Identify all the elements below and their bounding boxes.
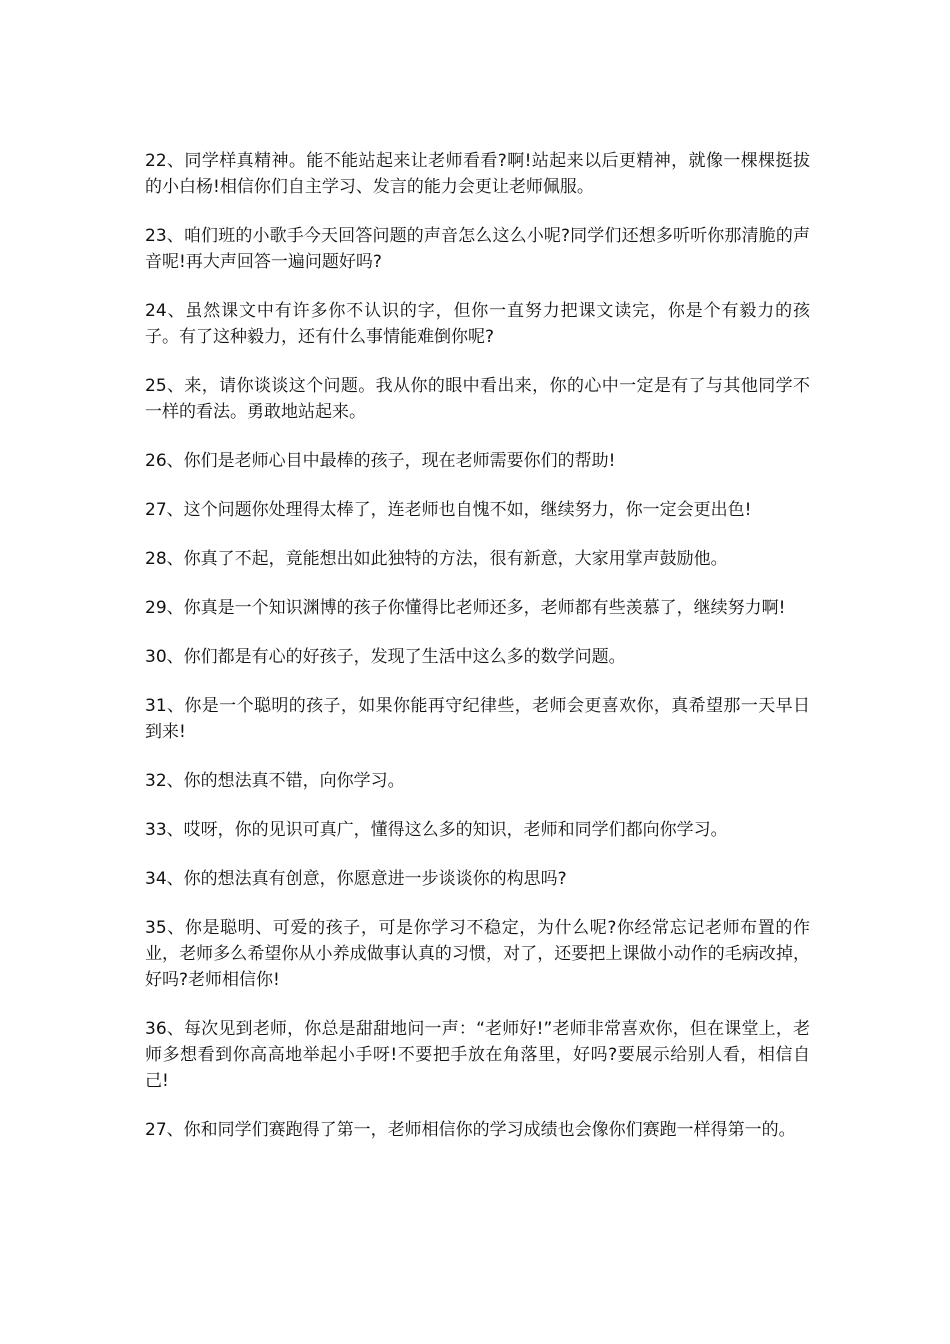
paragraph-24: 24、虽然课文中有许多你不认识的字，但你一直努力把课文读完，你是个有毅力的孩子。有了这种毅力，还有什么事情能难倒你呢? — [145, 301, 810, 347]
document-body — [145, 148, 810, 1166]
paragraph-35: 35、你是聪明、可爱的孩子，可是你学习不稳定，为什么呢?你经常忘记老师布置的作业，老师多么希望你从小养成做事认真的习惯，对了，还要把上课做小动作的毛病改掉，好吗?老师相信你! — [145, 918, 810, 990]
paragraph-36: 36、每次见到老师，你总是甜甜地问一声：“老师好!”老师非常喜欢你，但在课堂上，老师多想看到你高高地举起小手呀!不要把手放在角落里，好吗?要展示给别人看，相信自己! — [145, 1019, 810, 1091]
paragraph-29: 29、你真是一个知识渊博的孩子你懂得比老师还多，老师都有些羡慕了，继续努力啊! — [145, 598, 786, 618]
paragraph-31: 31、你是一个聪明的孩子，如果你能再守纪律些，老师会更喜欢你，真希望那一天早日到来! — [145, 696, 810, 742]
paragraph-34: 34、你的想法真有创意，你愿意进一步谈谈你的构思吗? — [145, 869, 567, 889]
paragraph-27-last: 27、你和同学们赛跑得了第一，老师相信你的学习成绩也会像你们赛跑一样得第一的。 — [145, 1120, 796, 1140]
paragraph-33: 33、哎呀，你的见识可真广，懂得这么多的知识，老师和同学们都向你学习。 — [145, 820, 728, 840]
paragraph-30: 30、你们都是有心的好孩子，发现了生活中这么多的数学问题。 — [145, 647, 626, 667]
paragraph-26: 26、你们是老师心目中最棒的孩子，现在老师需要你们的帮助! — [145, 451, 616, 471]
paragraph-32: 32、你的想法真不错，向你学习。 — [145, 771, 405, 791]
paragraph-28: 28、你真了不起，竟能想出如此独特的方法，很有新意，大家用掌声鼓励他。 — [145, 549, 728, 569]
paragraph-23: 23、咱们班的小歌手今天回答问题的声音怎么这么小呢?同学们还想多听听你那清脆的声音呢!再大声回答一遍问题好吗? — [145, 226, 810, 272]
paragraph-25: 25、来，请你谈谈这个问题。我从你的眼中看出来，你的心中一定是有了与其他同学不一样的看法。勇敢地站起来。 — [145, 376, 810, 422]
paragraph-22: 22、同学样真精神。能不能站起来让老师看看?啊!站起来以后更精神，就像一棵棵挺拔的小白杨!相信你们自主学习、发言的能力会更让老师佩服。 — [145, 151, 810, 197]
paragraph-27: 27、这个问题你处理得太棒了，连老师也自愧不如，继续努力，你一定会更出色! — [145, 500, 752, 520]
